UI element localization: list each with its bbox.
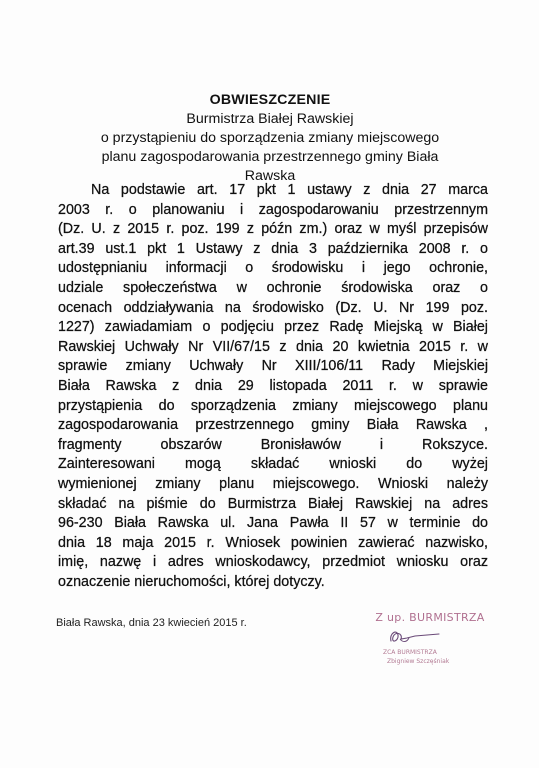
body-line: Zainteresowani mogą składać wnioski do wyżej — [58, 456, 488, 473]
body-line: Na podstawie art. 17 pkt 1 ustawy z dnia 27 marca — [91, 182, 488, 198]
stamp-title-text: ZCA BURMISTRZA — [383, 649, 437, 656]
subtitle-line: Rawska — [244, 168, 296, 184]
place-and-date: Biała Rawska, dnia 23 kwiecień 2015 r. — [56, 617, 247, 629]
body-line: art.39 ust.1 pkt 1 Ustawy z dnia 3 października 2008 r. o — [58, 240, 488, 257]
subtitle-line: Burmistrza Białej Rawskiej — [186, 111, 354, 127]
subtitle-line: planu zagospodarowania przestrzennego gminy Biała — [101, 149, 439, 165]
body-line: imię, nazwę i adres wnioskodawcy, przedmiot wniosku oraz — [58, 554, 488, 571]
notice-body — [58, 181, 488, 592]
body-line: ocenach oddziaływania na środowisko (Dz. U. Nr 199 poz. — [58, 299, 488, 316]
body-line: udziale społeczeństwa w ochronie środowiska oraz o — [58, 279, 488, 296]
handwritten-signature — [385, 625, 445, 647]
body-line: udostępnianiu informacji o środowisku i jego ochronie, — [58, 260, 488, 277]
body-line: sprawie zmiany Uchwały Nr XIII/106/11 Rady Miejskiej — [58, 358, 488, 375]
body-line: dnia 18 maja 2015 r. Wniosek powinien zawierać nazwisko, — [58, 534, 488, 551]
notice-title: OBWIESZCZENIE — [209, 92, 331, 108]
body-line: Rawskiej Uchwały Nr VII/67/15 z dnia 20 kwietnia 2015 r. w — [58, 338, 488, 355]
body-line: 96-230 Biała Rawska ul. Jana Pawła II 57 w terminie do — [58, 515, 488, 532]
signature-stamp — [365, 611, 495, 681]
body-line: Biała Rawska z dnia 29 listopada 2011 r. w sprawie — [58, 377, 488, 394]
body-line: wymienionej zmiany planu miejscowego. Wnioski należy — [58, 475, 488, 492]
body-line: zagospodarowania przestrzennego gminy Biała Rawska , — [58, 417, 488, 434]
stamp-name-text: Zbigniew Szczęśniak — [387, 658, 450, 665]
body-line: przystąpienia do sporządzenia zmiany miejscowego planu — [58, 397, 488, 414]
body-line: (Dz. U. z 2015 r. poz. 199 z późn zm.) oraz w myśl przepisów — [58, 221, 488, 238]
stamp-authority-text: Z up. BURMISTRZA — [375, 611, 485, 624]
body-line: 1227) zawiadamiam o podjęciu przez Radę Miejską w Białej — [58, 319, 488, 336]
body-line: fragmenty obszarów Bronisławów i Rokszyce. — [58, 436, 488, 453]
notice-header — [40, 91, 500, 186]
subtitle-line: o przystąpieniu do sporządzenia zmiany miejscowego — [100, 130, 440, 146]
body-line: oznaczenie nieruchomości, której dotyczy. — [58, 573, 325, 590]
body-line: 2003 r. o planowaniu i zagospodarowaniu przestrzennym — [58, 201, 488, 218]
body-line: składać na piśmie do Burmistrza Białej Rawskiej na adres — [58, 495, 488, 512]
